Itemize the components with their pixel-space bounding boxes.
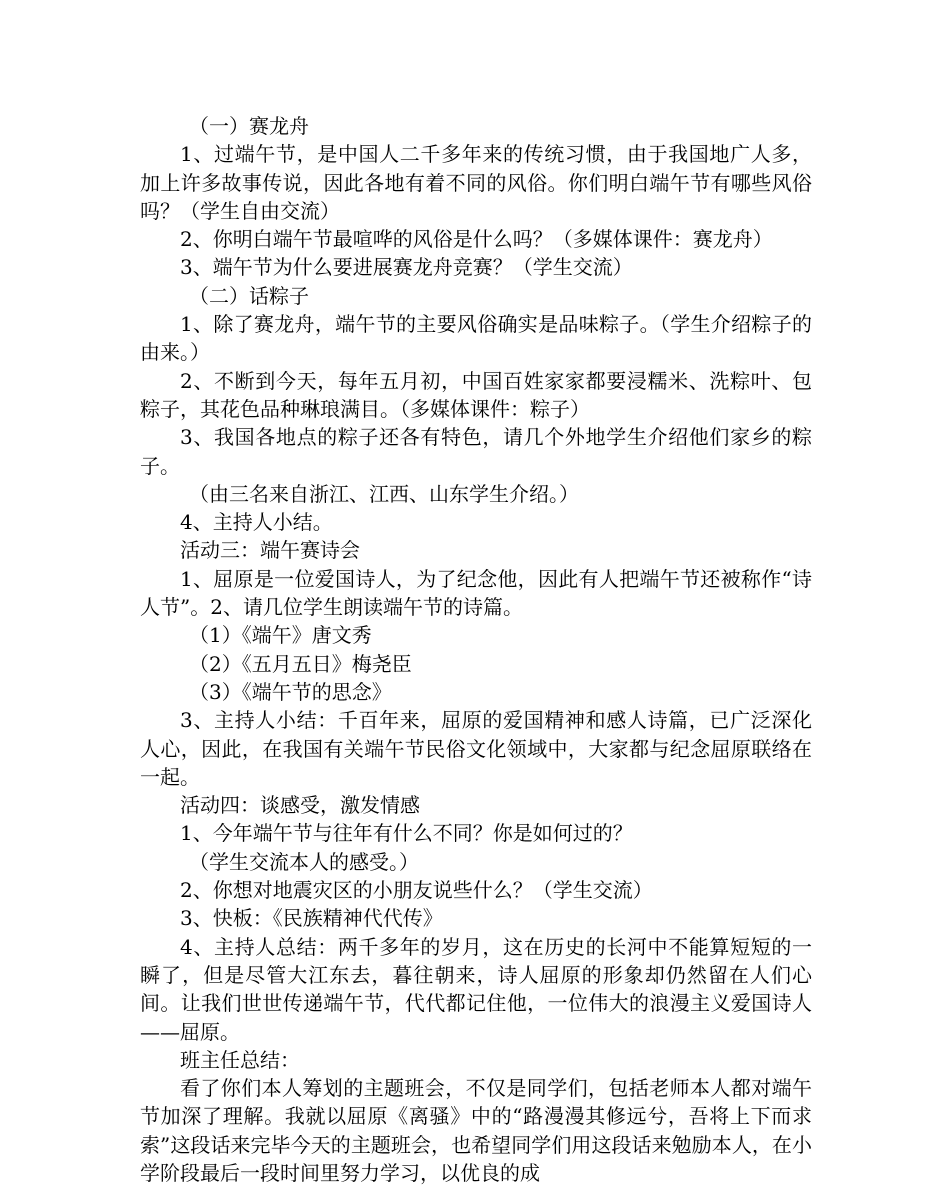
teacher-summary-heading: 班主任总结： bbox=[180, 1047, 300, 1072]
paragraph: （学生交流本人的感受。） bbox=[189, 849, 419, 874]
paragraph: 3、快板：《民族精神代代传》 bbox=[180, 906, 443, 931]
paragraph: 3、我国各地点的粽子还各有特色，请几个外地学生介绍他们家乡的粽子。 bbox=[140, 425, 812, 478]
paragraph: 看了你们本人筹划的主题班会，不仅是同学们，包括老师本人都对端午节加深了理解。我就以屈原《离骚》中的“路漫漫其修远兮，吾将上下而求索”这段话来完毕今天的主题班会，也希望同学们用这段话来勉励本人，在小学阶段最后一段时间里努力学习，以优良的成 bbox=[140, 1076, 812, 1185]
paragraph: 1、今年端午节与往年有什么不同？你是如何过的？ bbox=[180, 821, 633, 846]
poem-item: （1）《端午》唐文秀 bbox=[189, 623, 372, 648]
paragraph: 3、端午节为什么要进展赛龙舟竞赛？（学生交流） bbox=[180, 255, 633, 280]
section-heading-dragon-boat: （一）赛龙舟 bbox=[189, 114, 309, 138]
activity-heading-feelings: 活动四：谈感受，激发情感 bbox=[180, 793, 420, 818]
paragraph: 2、你想对地震灾区的小朋友说些什么？（学生交流） bbox=[180, 878, 653, 903]
paragraph: 2、你明白端午节最喧哗的风俗是什么吗？（多媒体课件：赛龙舟） bbox=[180, 227, 773, 252]
poem-item: （3）《端午节的思念》 bbox=[189, 679, 392, 704]
paragraph: 1、除了赛龙舟，端午节的主要风俗确实是品味粽子。（学生介绍粽子的由来。） bbox=[140, 312, 812, 365]
activity-heading-poetry: 活动三：端午赛诗会 bbox=[180, 538, 360, 563]
paragraph: 3、主持人小结：千百年来，屈原的爱国精神和感人诗篇，已广泛深化人心，因此，在我国有关端午节民俗文化领域中，大家都与纪念屈原联络在一起。 bbox=[140, 708, 812, 789]
paragraph: （由三名来自浙江、江西、山东学生介绍。） bbox=[189, 481, 579, 506]
paragraph: 1、过端午节，是中国人二千多年来的传统习惯，由于我国地广人多，加上许多故事传说，因此各地有着不同的风俗。你们明白端午节有哪些风俗吗？（学生自由交流） bbox=[140, 142, 812, 223]
section-heading-zongzi: （二）话粽子 bbox=[189, 283, 309, 308]
paragraph: 1、屈原是一位爱国诗人，为了纪念他，因此有人把端午节还被称作“诗人节”。2、请几位学生朗读端午节的诗篇。 bbox=[140, 566, 812, 620]
paragraph: 2、不断到今天，每年五月初，中国百姓家家都要浸糯米、洗粽叶、包粽子，其花色品种琳琅满目。（多媒体课件：粽子） bbox=[140, 368, 812, 421]
document-body bbox=[140, 112, 812, 1187]
poem-item: （2）《五月五日》梅尧臣 bbox=[189, 651, 412, 676]
paragraph: 4、主持人小结。 bbox=[180, 510, 333, 535]
paragraph: 4、主持人总结：两千多年的岁月，这在历史的长河中不能算短短的一瞬了，但是尽管大江东去，暮往朝来，诗人屈原的形象却仍然留在人们心间。让我们世世传递端午节，代代都记住他，一位伟大的浪漫主义爱国诗人——屈原。 bbox=[140, 934, 812, 1044]
